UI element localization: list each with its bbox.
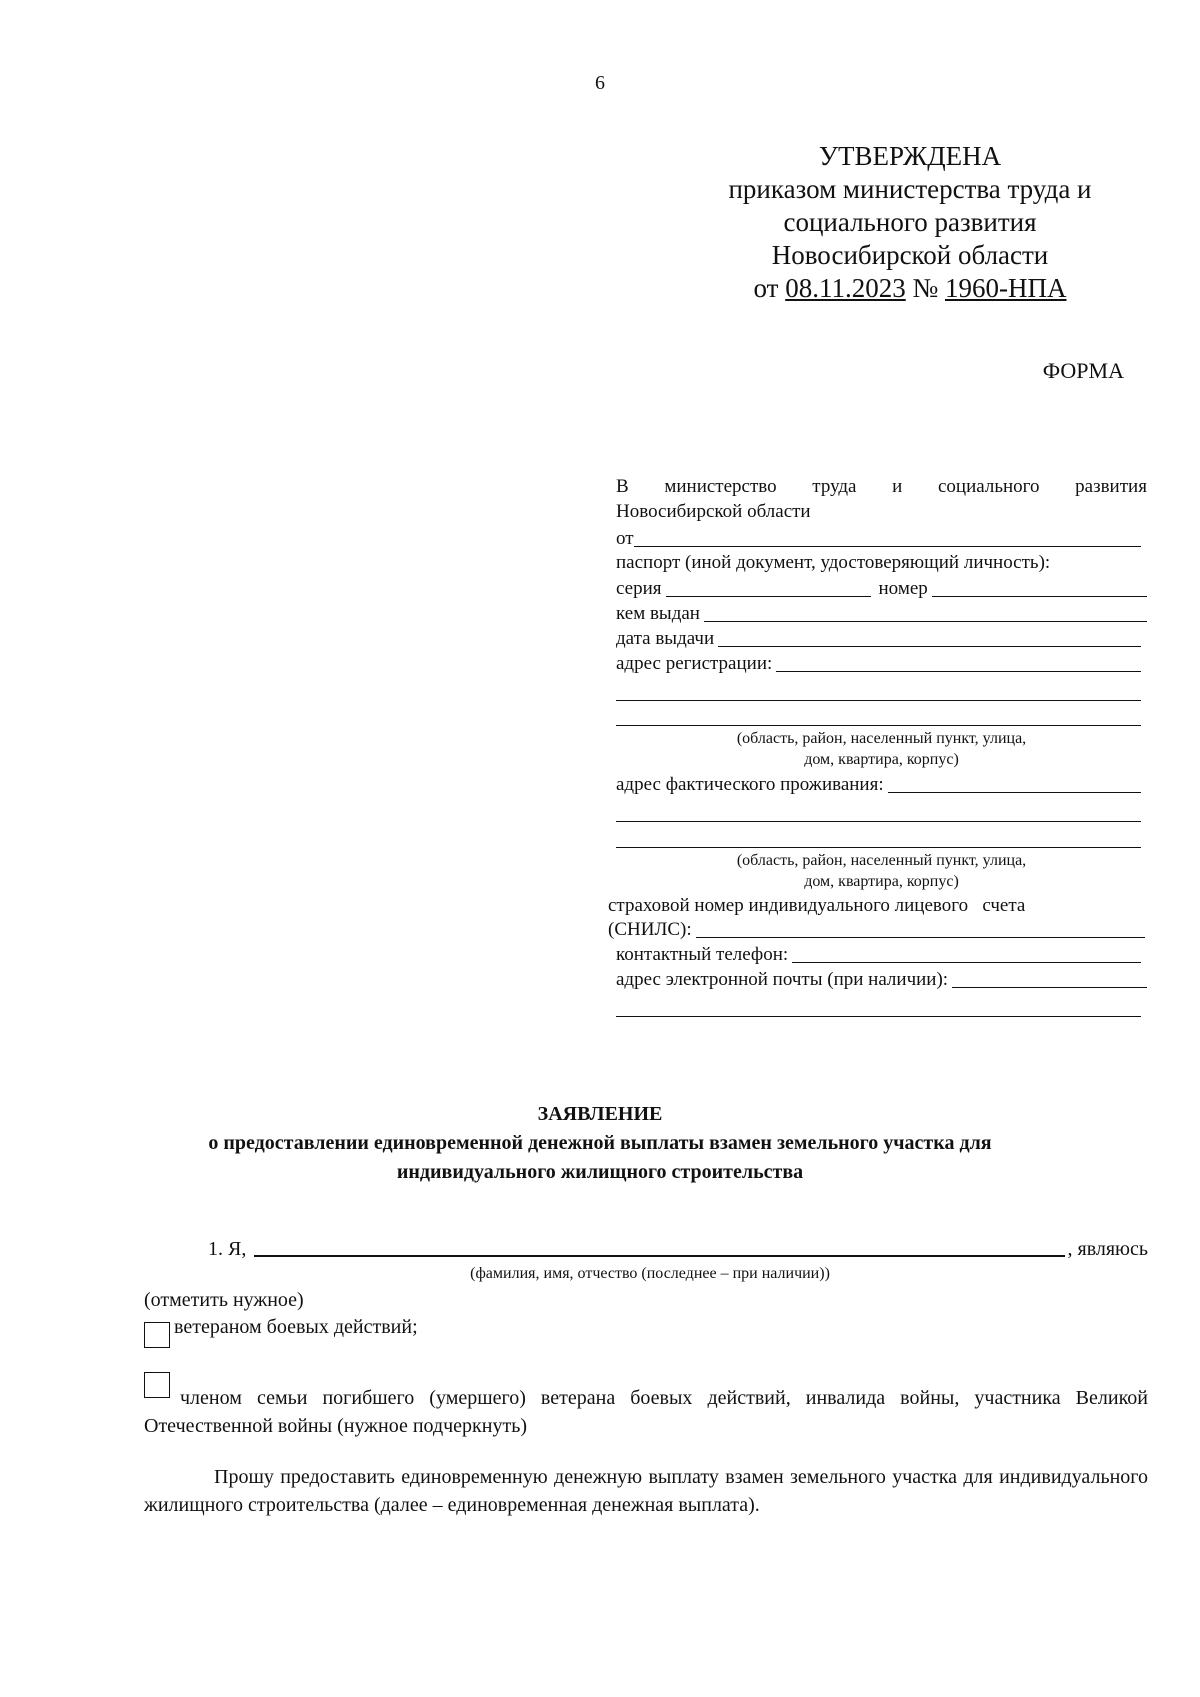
series-number-row [616, 576, 1147, 600]
reg-address-hint-2: дом, квартира, корпус) [804, 751, 959, 768]
form-label: ФОРМА [1042, 358, 1124, 383]
approval-line-4: Новосибирской области [771, 240, 1049, 270]
approval-prefix: от [753, 273, 779, 303]
issue-date-field [616, 626, 1147, 650]
phone-label: контактный телефон: [616, 944, 789, 965]
issued-by-label: кем выдан [616, 603, 700, 624]
series-label: серия [616, 578, 662, 599]
email-line-2[interactable] [616, 1016, 1141, 1017]
email-input-line[interactable] [952, 987, 1147, 988]
approval-line-2: приказом министерства труда и [728, 174, 1092, 204]
actual-address-line-2[interactable] [616, 821, 1141, 822]
addressee-word: труда [812, 476, 857, 497]
phone-input-line[interactable] [792, 962, 1141, 963]
ya-suffix: , являюсь [1067, 1238, 1148, 1260]
option-family-member-label: членом семьи погибшего (умершего) ветерана боевых действий, инвалида войны, участника Великой Отечественной войны (нужное подчеркнуть) [144, 1387, 1148, 1437]
actual-address-line-3[interactable] [616, 847, 1141, 848]
issued-by-input-line[interactable] [704, 621, 1147, 622]
from-field[interactable] [616, 526, 1147, 550]
issue-date-label: дата выдачи [616, 628, 715, 649]
actual-address-hint-2: дом, квартира, корпус) [804, 873, 959, 890]
addressee-block [608, 476, 1147, 1036]
approval-number: 1960-НПА [944, 273, 1067, 303]
from-label: от [616, 528, 634, 549]
addressee-to-line [616, 476, 1147, 498]
reg-address-line-3[interactable] [616, 725, 1141, 726]
actual-address-field [616, 772, 1147, 796]
approval-stamp [700, 140, 1120, 305]
number-input-line[interactable] [932, 596, 1147, 597]
snils-field [608, 917, 1145, 941]
approval-line-3: социального развития [783, 207, 1037, 237]
phone-field [616, 942, 1147, 966]
ya-prefix: 1. Я, [208, 1238, 247, 1260]
addressee-word: развития [1075, 476, 1147, 497]
addressee-word: и [892, 476, 903, 497]
approval-date: 08.11.2023 [785, 273, 906, 303]
snils-input-line[interactable] [696, 937, 1145, 938]
reg-address-hint-1: (область, район, населенный пункт, улица, [736, 730, 1027, 747]
addressee-word: В [616, 476, 629, 497]
approval-order-line [700, 272, 1120, 305]
actual-address-label: адрес фактического проживания: [616, 774, 884, 795]
reg-address-input-line[interactable] [776, 671, 1141, 672]
veteran-checkbox[interactable] [144, 1322, 170, 1348]
name-hint: (фамилия, имя, отчество (последнее – при наличии)) [470, 1265, 830, 1282]
reg-address-label: адрес регистрации: [616, 653, 773, 674]
applicant-name-row [208, 1235, 1148, 1261]
request-paragraph: Прошу предоставить единовременную денежную выплату взамен земельного участка для индивидуального жилищного строительства (далее – единовременная денежная выплата). [144, 1466, 1148, 1516]
statement-subtitle-2: индивидуального жилищного строительства [396, 1161, 804, 1183]
addressee-to-line-2: Новосибирской области [616, 501, 811, 522]
number-label: номер [878, 578, 928, 599]
email-label: адрес электронной почты (при наличии): [616, 969, 949, 990]
reg-address-line-2[interactable] [616, 700, 1141, 701]
reg-address-field [616, 651, 1147, 675]
actual-address-hint-1: (область, район, населенный пункт, улица, [736, 852, 1027, 869]
snils-label: (СНИЛС): [608, 919, 692, 940]
page-number: 6 [595, 72, 605, 94]
issue-date-input-line[interactable] [718, 646, 1141, 647]
approval-title: УТВЕРЖДЕНА [818, 141, 1002, 171]
addressee-word: социального [937, 476, 1040, 497]
email-field [616, 967, 1147, 991]
option-veteran-label: ветераном боевых действий; [174, 1316, 418, 1338]
actual-address-input-line[interactable] [888, 792, 1141, 793]
snils-line-1: страховой номер индивидуального лицевого счета [608, 895, 1026, 916]
issued-by-field [616, 601, 1147, 625]
mark-note: (отметить нужное) [144, 1289, 304, 1311]
from-input-line[interactable] [634, 546, 1141, 547]
series-input-line[interactable] [666, 596, 871, 597]
statement-subtitle-1: о предоставлении единовременной денежной выплаты взамен земельного участка для [208, 1132, 992, 1154]
applicant-name-input-line[interactable] [254, 1255, 1064, 1257]
statement-title: ЗАЯВЛЕНИЕ [537, 1103, 663, 1125]
approval-number-sign: № [912, 273, 939, 303]
addressee-word: министерство [664, 476, 777, 497]
passport-label: паспорт (иной документ, удостоверяющий личность): [616, 552, 1051, 573]
